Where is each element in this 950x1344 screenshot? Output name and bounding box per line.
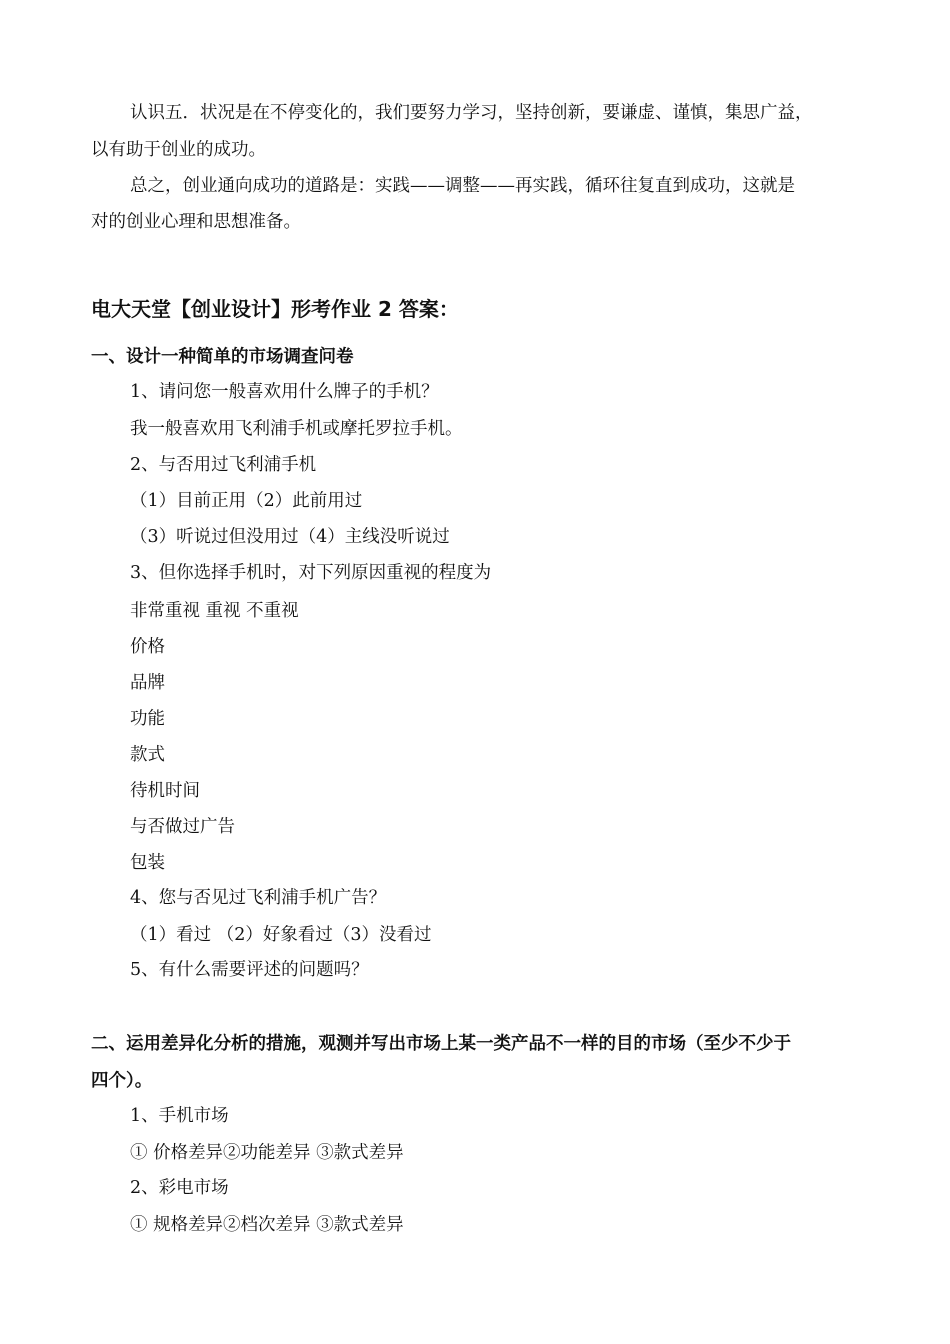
list-item: 与否做过广告: [130, 817, 235, 837]
list-item: 非常重视 重视 不重视: [130, 601, 299, 621]
intro-paragraph-2-line-2: 对的创业心理和思想准备。: [91, 212, 301, 232]
list-item: （1）看过 （2）好象看过（3）没看过: [130, 925, 432, 945]
intro-paragraph-1-line-2: 以有助于创业的成功。: [91, 140, 266, 160]
list-item: 款式: [130, 745, 165, 765]
list-item: ① 价格差异②功能差异 ③款式差异: [130, 1143, 404, 1163]
list-item: 包装: [130, 853, 165, 873]
list-item: 5、有什么需要评述的问题吗？: [130, 960, 369, 980]
list-item: 2、与否用过飞利浦手机: [130, 455, 317, 475]
list-item: 1、请问您一般喜欢用什么牌子的手机？: [130, 382, 439, 402]
section-2-heading-line-2: 四个）。: [91, 1071, 153, 1091]
list-item: 4、您与否见过飞利浦手机广告？: [130, 888, 387, 908]
list-item: 3、但你选择手机时，对下列原因重视的程度为: [130, 563, 492, 583]
list-item: （3）听说过但没用过（4）主线没听说过: [130, 527, 450, 547]
list-item: 品牌: [130, 673, 165, 693]
section-2-heading-line-1: 二、运用差异化分析的措施，观测并写出市场上某一类产品不一样的目的市场（至少不少于: [91, 1034, 791, 1054]
list-item: ① 规格差异②档次差异 ③款式差异: [130, 1215, 404, 1235]
document-title: 电大天堂【创业设计】形考作业 2 答案：: [91, 297, 459, 321]
list-item: 价格: [130, 637, 165, 657]
section-1-heading: 一、设计一种简单的市场调查问卷: [91, 347, 354, 367]
list-item: 待机时间: [130, 781, 200, 801]
list-item: 1、手机市场: [130, 1106, 229, 1126]
list-item: 功能: [130, 709, 165, 729]
list-item: 我一般喜欢用飞利浦手机或摩托罗拉手机。: [130, 419, 463, 439]
list-item: 2、彩电市场: [130, 1178, 229, 1198]
list-item: （1）目前正用（2）此前用过: [130, 491, 363, 511]
intro-paragraph-2-line-1: 总之，创业通向成功的道路是：实践——调整——再实践，循环往复直到成功，这就是: [130, 176, 795, 196]
intro-paragraph-1-line-1: 认识五．状况是在不停变化的，我们要努力学习，坚持创新，要谦虚、谨慎，集思广益，: [130, 103, 813, 123]
